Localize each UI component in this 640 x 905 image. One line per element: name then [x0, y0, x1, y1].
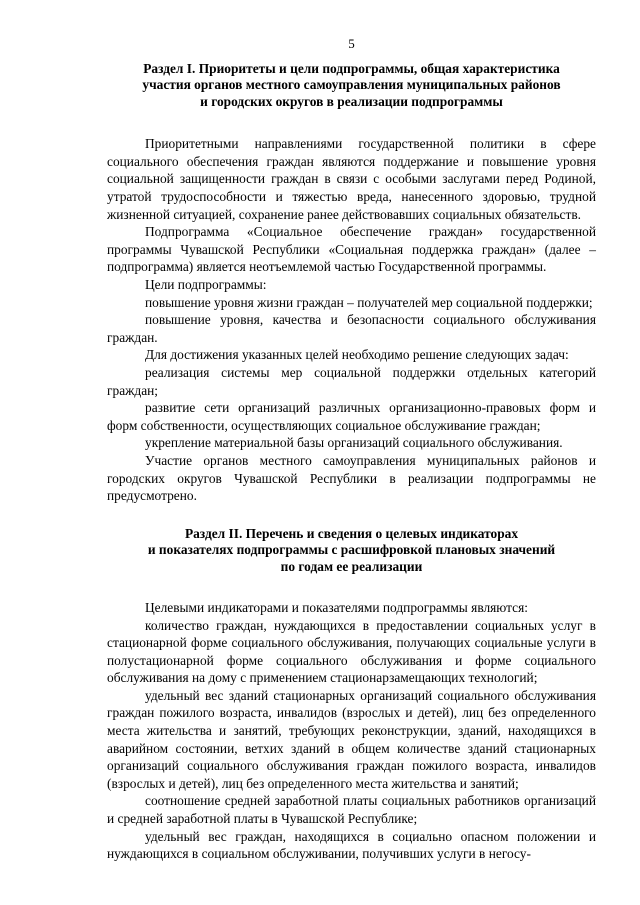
paragraph: Участие органов местного самоуправления муниципальных районов и городских округов Чувашской Республики в реализации подпрограммы не предусмотрено.: [107, 452, 596, 504]
section-2-title: [107, 526, 596, 575]
paragraph: повышение уровня, качества и безопасности социального обслуживания граждан.: [107, 312, 596, 345]
paragraph: соотношение средней заработной платы социальных работников организаций и средней заработной платы в Чувашской Республике;: [107, 793, 596, 827]
paragraph: укрепление материальной базы организаций социального обслуживания.: [145, 435, 563, 451]
paragraph: количество граждан, нуждающихся в предоставлении социальных услуг в стационарной форме социального обслуживания, получающих социальные услуги в полустационарной форме социального обслуживания и форме социального обслуживания на дому с применением стационарзамещающих технологий;: [107, 617, 596, 686]
section-2: [107, 526, 596, 863]
paragraph: повышение уровня жизни граждан – получателей мер социальной поддержки;: [145, 294, 593, 310]
section-1-title: [107, 61, 596, 110]
paragraph: удельный вес зданий стационарных организаций социального обслуживания граждан пожилого возраста, инвалидов (взрослых и детей), лиц без определенного места жительства и занятий, требующих реконструкции, зданий, находящихся в аварийном состоянии, ветхих зданий в общем количестве зданий стационарных организаций социального обслуживания граждан пожилого возраста, инвалидов (взрослых и детей), лиц без определенного места жительства и занятий;: [107, 687, 596, 791]
paragraph: Целевыми индикаторами и показателями подпрограммы являются:: [145, 599, 528, 615]
paragraph: развитие сети организаций различных организационно-правовых форм и форм собственности, осуществляющих социальное обслуживание граждан;: [107, 400, 596, 433]
section-1-title-line: Раздел I. Приоритеты и цели подпрограммы, общая характеристика: [143, 61, 560, 76]
section-2-title-line: по годам ее реализации: [280, 558, 423, 574]
section-2-title-line: Раздел II. Перечень и сведения о целевых индикаторах: [184, 525, 519, 541]
paragraph: Цели подпрограммы:: [145, 276, 267, 292]
section-1: [107, 61, 596, 505]
section-1-title-line: участия органов местного самоуправления муниципальных районов: [142, 77, 561, 93]
paragraph: Подпрограмма «Социальное обеспечение граждан» государственной программы Чувашской Республики «Социальная поддержка граждан» (далее – подпрограмма) является неотъемлемой частью Государственной программы.: [107, 224, 596, 275]
section-1-title-line: и городских округов в реализации подпрограммы: [200, 93, 503, 109]
paragraph: реализация системы мер социальной поддержки отдельных категорий граждан;: [107, 364, 596, 398]
paragraph: удельный вес граждан, находящихся в социально опасном положении и нуждающихся в социальном обслуживании, получивших услуги в негосу-: [107, 828, 596, 862]
paragraph: Для достижения указанных целей необходимо решение следующих задач:: [145, 347, 569, 363]
page-number: 5: [348, 36, 355, 51]
paragraph: Приоритетными направлениями государственной политики в сфере социального обеспечения граждан являются поддержание и повышение уровня социальной защищенности граждан в связи с особыми заслугами перед Родиной, утратой трудоспособности и тяжестью вреда, нанесенного здоровью, трудной жизненной ситуацией, сохранение ранее действовавших социальных обязательств.: [107, 136, 596, 222]
section-2-title-line: и показателях подпрограммы с расшифровкой плановых значений: [147, 542, 556, 558]
